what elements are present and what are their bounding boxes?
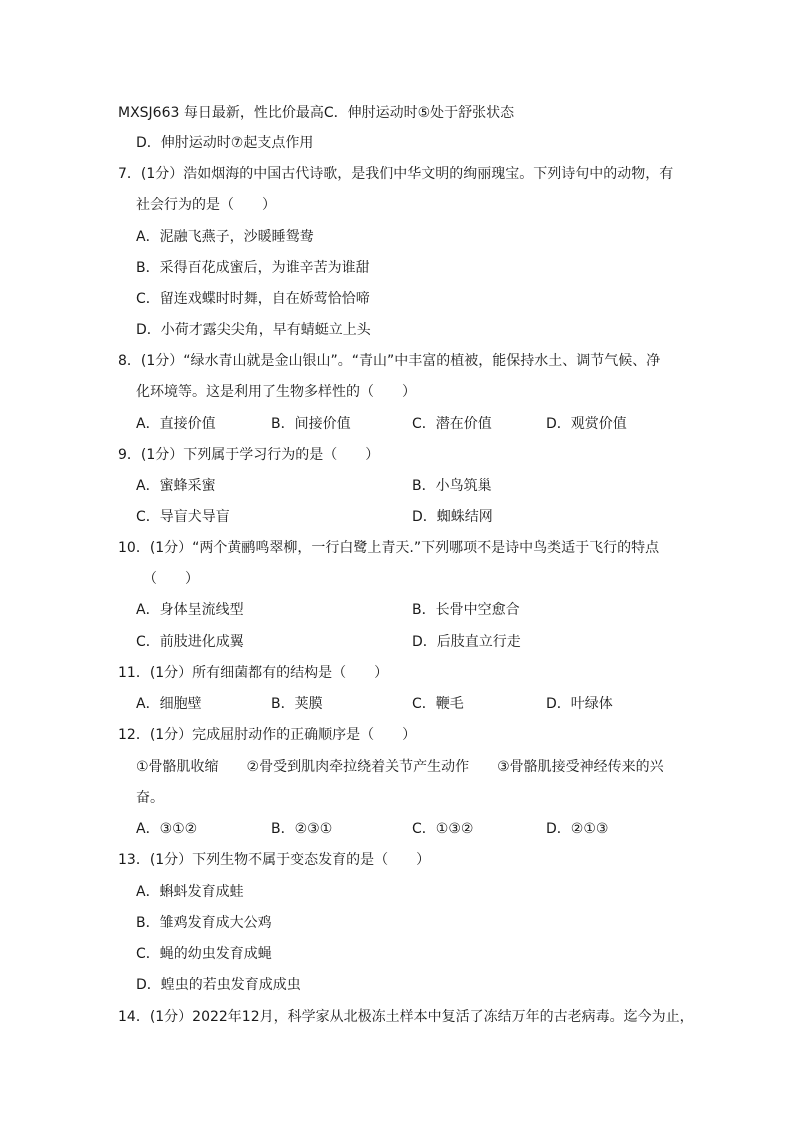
q10-option-b: B．长骨中空愈合 — [412, 602, 520, 618]
q8-option-d: D．观赏价值 — [546, 416, 627, 432]
q12-option-c: C．①③② — [412, 821, 474, 837]
q12-option-a: A．③①② — [136, 821, 198, 837]
q10-option-a: A．身体呈流线型 — [136, 602, 244, 618]
q7-option-d: D．小荷才露尖尖角，早有蜻蜓立上头 — [136, 322, 371, 338]
q7-option-c: C．留连戏蝶时时舞，自在娇莺恰恰啼 — [136, 291, 370, 307]
q11-option-b: B．荚膜 — [271, 696, 323, 712]
question-8-cont: 化环境等。这是利用了生物多样性的（ ） — [136, 384, 416, 400]
option-d-q6: D．伸肘运动时⑦起支点作用 — [136, 135, 314, 151]
question-12: 12．(1分）完成屈肘动作的正确顺序是（ ） — [118, 727, 417, 743]
q9-option-c: C．导盲犬导盲 — [136, 509, 230, 525]
q13-option-b: B．雏鸡发育成大公鸡 — [136, 915, 272, 931]
q13-option-d: D．蝗虫的若虫发育成成虫 — [136, 977, 301, 993]
question-12-steps: ①骨骼肌收缩 ②骨受到肌肉牵拉绕着关节产生动作 ③骨骼肌接受神经传来的兴 — [136, 759, 664, 775]
question-9: 9．(1分）下列属于学习行为的是（ ） — [118, 447, 380, 463]
question-10-cont: （ ） — [143, 571, 199, 587]
q8-option-b: B．间接价值 — [271, 416, 351, 432]
q10-option-d: D．后肢直立行走 — [412, 634, 521, 650]
q13-option-a: A．蝌蚪发育成蛙 — [136, 884, 244, 900]
q9-option-b: B．小鸟筑巢 — [412, 478, 492, 494]
text-line: MXSJ663 每日最新，性比价最高C．伸肘运动时⑤处于舒张状态 — [118, 105, 515, 121]
question-11: 11．(1分）所有细菌都有的结构是（ ） — [118, 665, 389, 681]
q8-option-a: A．直接价值 — [136, 416, 216, 432]
q11-option-c: C．鞭毛 — [412, 696, 464, 712]
question-10: 10．(1分）“两个黄鹂鸣翠柳，一行白鹭上青天.”下列哪项不是诗中鸟类适于飞行的特点 — [118, 540, 660, 556]
q9-option-a: A．蜜蜂采蜜 — [136, 478, 216, 494]
question-12-steps-cont: 奋。 — [136, 790, 164, 806]
q10-option-c: C．前肢进化成翼 — [136, 634, 244, 650]
q12-option-d: D．②①③ — [546, 821, 609, 837]
q11-option-d: D．叶绿体 — [546, 696, 613, 712]
question-7-cont: 社会行为的是（ ） — [136, 197, 276, 213]
q7-option-a: A．泥融飞燕子，沙暖睡鸳鸯 — [136, 229, 314, 245]
q13-option-c: C．蝇的幼虫发育成蝇 — [136, 946, 272, 962]
question-8: 8．(1分）“绿水青山就是金山银山”。“青山”中丰富的植被，能保持水土、调节气候、净 — [118, 353, 661, 369]
q9-option-d: D．蜘蛛结网 — [412, 509, 493, 525]
q12-option-b: B．②③① — [271, 821, 333, 837]
question-13: 13．(1分）下列生物不属于变态发育的是（ ） — [118, 852, 431, 868]
question-14: 14．(1分）2022年12月，科学家从北极冻土样本中复活了冻结万年的古老病毒。迄今为止， — [118, 1009, 694, 1025]
question-7: 7．(1分）浩如烟海的中国古代诗歌，是我们中华文明的绚丽瑰宝。下列诗句中的动物，有 — [118, 166, 674, 182]
q11-option-a: A．细胞壁 — [136, 696, 202, 712]
q8-option-c: C．潜在价值 — [412, 416, 492, 432]
q7-option-b: B．采得百花成蜜后，为谁辛苦为谁甜 — [136, 260, 370, 276]
